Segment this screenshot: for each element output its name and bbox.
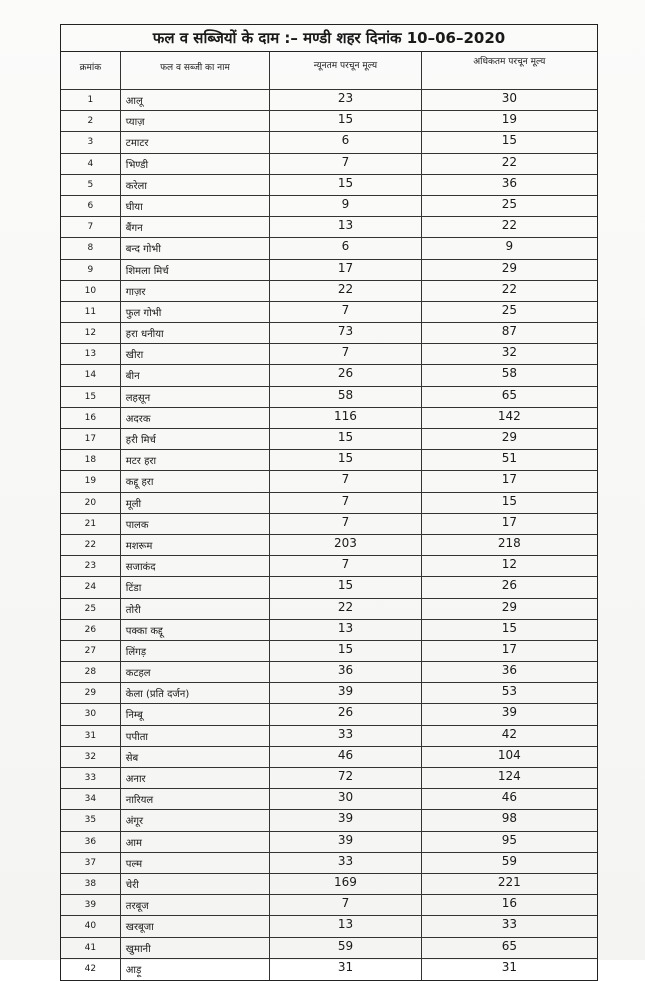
row-serial: 28 <box>61 662 121 682</box>
row-name: कद्दू हरा <box>121 471 270 491</box>
row-name: मटर हरा <box>121 450 270 470</box>
row-serial: 3 <box>61 132 121 152</box>
table-body <box>61 90 597 980</box>
row-max-price: 59 <box>501 853 517 868</box>
row-name: घीया <box>121 196 270 216</box>
row-name: शिमला मिर्च <box>121 260 270 280</box>
row-min-price: 7 <box>270 556 421 576</box>
row-name: अदरक <box>121 408 270 428</box>
row-max-price: 19 <box>501 112 517 127</box>
table-row <box>61 810 597 831</box>
row-max-price: 221 <box>497 874 521 889</box>
row-serial: 38 <box>61 874 121 894</box>
row-max-price: 95 <box>501 832 517 847</box>
row-max-price: 26 <box>501 578 517 593</box>
row-min-price: 9 <box>270 196 421 216</box>
row-name: सेब <box>121 747 270 767</box>
row-min-price: 15 <box>270 111 421 131</box>
row-min-price: 59 <box>270 938 421 958</box>
row-name: निम्बू <box>121 704 270 724</box>
table-row <box>61 662 597 683</box>
row-min-price: 31 <box>270 959 421 980</box>
table-row <box>61 535 597 556</box>
row-max-price: 53 <box>501 684 517 699</box>
row-serial: 15 <box>61 387 121 407</box>
row-name: टिंडा <box>121 577 270 597</box>
row-name: गाज़र <box>121 281 270 301</box>
row-max-price: 25 <box>501 196 517 211</box>
row-max-price: 46 <box>501 790 517 805</box>
row-name: चेरी <box>121 874 270 894</box>
table-row <box>61 938 597 959</box>
row-min-price: 46 <box>270 747 421 767</box>
row-serial: 35 <box>61 810 121 830</box>
row-serial: 31 <box>61 726 121 746</box>
row-max-price: 33 <box>501 917 517 932</box>
row-name: केला (प्रति दर्जन) <box>121 683 270 703</box>
table-row <box>61 874 597 895</box>
row-serial: 7 <box>61 217 121 237</box>
header-name: फल व सब्जी का नाम <box>121 52 270 89</box>
row-name: पक्का कद्दू <box>121 620 270 640</box>
header-max-price: अधिकतम परचून मूल्य <box>473 57 546 67</box>
row-serial: 20 <box>61 493 121 513</box>
row-max-price: 15 <box>501 133 517 148</box>
header-min-price: न्यूनतम परचून मूल्य <box>270 52 421 89</box>
row-max-price: 22 <box>501 218 517 233</box>
row-max-price: 17 <box>501 472 517 487</box>
table-row <box>61 429 597 450</box>
row-max-price: 16 <box>501 896 517 911</box>
row-serial: 21 <box>61 514 121 534</box>
row-serial: 5 <box>61 175 121 195</box>
row-name: नारियल <box>121 789 270 809</box>
table-row <box>61 895 597 916</box>
price-table <box>60 24 598 981</box>
row-min-price: 13 <box>270 916 421 936</box>
row-serial: 19 <box>61 471 121 491</box>
row-min-price: 15 <box>270 429 421 449</box>
row-name: कटहल <box>121 662 270 682</box>
row-name: करेला <box>121 175 270 195</box>
row-name: टमाटर <box>121 132 270 152</box>
table-row <box>61 175 597 196</box>
row-serial: 18 <box>61 450 121 470</box>
row-max-price: 29 <box>501 430 517 444</box>
table-row <box>61 683 597 704</box>
table-row <box>61 238 597 259</box>
row-min-price: 30 <box>270 789 421 809</box>
row-serial: 23 <box>61 556 121 576</box>
table-row <box>61 154 597 175</box>
table-row <box>61 832 597 853</box>
table-row <box>61 704 597 725</box>
row-serial: 14 <box>61 365 121 385</box>
row-min-price: 13 <box>270 217 421 237</box>
table-row <box>61 493 597 514</box>
row-serial: 25 <box>61 599 121 619</box>
row-serial: 12 <box>61 323 121 343</box>
row-min-price: 33 <box>270 726 421 746</box>
row-min-price: 58 <box>270 387 421 407</box>
row-name: आड़ू <box>121 959 270 980</box>
table-row <box>61 260 597 281</box>
row-name: पपीता <box>121 726 270 746</box>
row-min-price: 73 <box>270 323 421 343</box>
row-max-price: 29 <box>501 599 517 614</box>
row-max-price: 12 <box>501 557 517 572</box>
row-name: बीन <box>121 365 270 385</box>
row-min-price: 13 <box>270 620 421 640</box>
row-min-price: 39 <box>270 810 421 830</box>
row-min-price: 7 <box>270 154 421 174</box>
row-min-price: 36 <box>270 662 421 682</box>
table-row <box>61 556 597 577</box>
table-row <box>61 577 597 598</box>
row-min-price: 26 <box>270 704 421 724</box>
row-serial: 34 <box>61 789 121 809</box>
row-min-price: 116 <box>270 408 421 428</box>
row-max-price: 124 <box>497 769 521 783</box>
row-max-price: 218 <box>497 535 521 550</box>
row-min-price: 17 <box>270 260 421 280</box>
row-min-price: 22 <box>270 281 421 301</box>
row-serial: 10 <box>61 281 121 301</box>
row-name: तोरी <box>121 599 270 619</box>
row-name: तरबूज <box>121 895 270 915</box>
table-row <box>61 344 597 365</box>
row-serial: 17 <box>61 429 121 449</box>
document-title: फल व सब्जियों के दाम :– मण्डी शहर दिनांक 10–06–2020 <box>61 25 597 52</box>
row-name: बन्द गोभी <box>121 238 270 258</box>
row-max-price: 17 <box>501 641 517 656</box>
table-header-row <box>61 52 597 90</box>
row-max-price: 17 <box>501 514 517 529</box>
row-min-price: 203 <box>270 535 421 555</box>
row-name: बैंगन <box>121 217 270 237</box>
row-max-price: 65 <box>501 938 517 953</box>
row-min-price: 7 <box>270 471 421 491</box>
row-min-price: 6 <box>270 132 421 152</box>
row-max-price: 31 <box>501 959 517 974</box>
row-serial: 4 <box>61 154 121 174</box>
row-serial: 33 <box>61 768 121 788</box>
row-name: आलू <box>121 90 270 110</box>
row-min-price: 39 <box>270 683 421 703</box>
row-name: पल्म <box>121 853 270 873</box>
row-min-price: 33 <box>270 853 421 873</box>
row-serial: 2 <box>61 111 121 131</box>
row-max-price: 15 <box>501 493 517 508</box>
row-min-price: 7 <box>270 302 421 322</box>
table-row <box>61 599 597 620</box>
row-max-price: 9 <box>505 239 514 254</box>
row-name: पालक <box>121 514 270 534</box>
row-min-price: 15 <box>270 450 421 470</box>
row-min-price: 22 <box>270 599 421 619</box>
row-name: खुमानी <box>121 938 270 958</box>
row-min-price: 15 <box>270 175 421 195</box>
row-name: मशरूम <box>121 535 270 555</box>
row-serial: 13 <box>61 344 121 364</box>
table-row <box>61 302 597 323</box>
row-min-price: 6 <box>270 238 421 258</box>
row-serial: 29 <box>61 683 121 703</box>
table-row <box>61 853 597 874</box>
row-max-price: 32 <box>501 345 517 360</box>
table-row <box>61 747 597 768</box>
row-name: अंगूर <box>121 810 270 830</box>
table-row <box>61 620 597 641</box>
row-max-price: 104 <box>497 747 521 762</box>
row-serial: 16 <box>61 408 121 428</box>
row-max-price: 29 <box>501 260 517 275</box>
row-name: आम <box>121 832 270 852</box>
row-max-price: 98 <box>501 811 517 826</box>
row-min-price: 72 <box>270 768 421 788</box>
row-min-price: 7 <box>270 493 421 513</box>
table-row <box>61 408 597 429</box>
row-max-price: 65 <box>501 387 517 402</box>
row-name: अनार <box>121 768 270 788</box>
row-serial: 9 <box>61 260 121 280</box>
table-row <box>61 387 597 408</box>
row-name: खरबूजा <box>121 916 270 936</box>
table-row <box>61 789 597 810</box>
row-max-price: 36 <box>501 175 517 190</box>
table-row <box>61 132 597 153</box>
row-serial: 41 <box>61 938 121 958</box>
row-min-price: 15 <box>270 641 421 661</box>
row-min-price: 7 <box>270 895 421 915</box>
table-row <box>61 281 597 302</box>
row-serial: 39 <box>61 895 121 915</box>
row-max-price: 142 <box>497 408 521 423</box>
row-max-price: 30 <box>501 91 517 105</box>
table-row <box>61 365 597 386</box>
row-serial: 36 <box>61 832 121 852</box>
row-min-price: 15 <box>270 577 421 597</box>
row-name: मूली <box>121 493 270 513</box>
row-name: प्याज़ <box>121 111 270 131</box>
row-max-price: 58 <box>501 366 517 381</box>
row-max-price: 22 <box>501 281 517 296</box>
row-serial: 32 <box>61 747 121 767</box>
row-min-price: 26 <box>270 365 421 385</box>
table-row <box>61 90 597 111</box>
row-min-price: 39 <box>270 832 421 852</box>
row-name: लहसून <box>121 387 270 407</box>
row-serial: 1 <box>61 90 121 110</box>
row-max-price: 36 <box>501 663 517 678</box>
table-row <box>61 471 597 492</box>
row-name: फुल गोभी <box>121 302 270 322</box>
table-row <box>61 111 597 132</box>
table-row <box>61 726 597 747</box>
table-row <box>61 323 597 344</box>
table-row <box>61 217 597 238</box>
row-min-price: 7 <box>270 514 421 534</box>
row-min-price: 7 <box>270 344 421 364</box>
row-min-price: 169 <box>270 874 421 894</box>
table-row <box>61 768 597 789</box>
row-serial: 8 <box>61 238 121 258</box>
row-name: सजाकंद <box>121 556 270 576</box>
row-serial: 37 <box>61 853 121 873</box>
row-serial: 22 <box>61 535 121 555</box>
table-row <box>61 959 597 980</box>
row-name: खीरा <box>121 344 270 364</box>
row-name: हरी मिर्च <box>121 429 270 449</box>
row-serial: 11 <box>61 302 121 322</box>
row-max-price: 87 <box>501 324 517 339</box>
table-row <box>61 514 597 535</box>
row-serial: 40 <box>61 916 121 936</box>
row-name: लिंगड़ <box>121 641 270 661</box>
row-serial: 26 <box>61 620 121 640</box>
row-serial: 42 <box>61 959 121 980</box>
row-serial: 24 <box>61 577 121 597</box>
table-row <box>61 916 597 937</box>
row-max-price: 25 <box>501 302 517 317</box>
header-serial: क्रमांक <box>61 52 121 89</box>
row-name: हरा धनीया <box>121 323 270 343</box>
row-name: भिण्डी <box>121 154 270 174</box>
table-row <box>61 450 597 471</box>
table-row <box>61 196 597 217</box>
row-max-price: 22 <box>501 154 517 169</box>
row-max-price: 42 <box>501 726 517 741</box>
row-serial: 6 <box>61 196 121 216</box>
row-max-price: 39 <box>501 705 517 720</box>
row-max-price: 51 <box>501 451 517 466</box>
row-max-price: 15 <box>501 620 517 635</box>
table-row <box>61 641 597 662</box>
row-serial: 30 <box>61 704 121 724</box>
row-serial: 27 <box>61 641 121 661</box>
row-min-price: 23 <box>270 90 421 110</box>
